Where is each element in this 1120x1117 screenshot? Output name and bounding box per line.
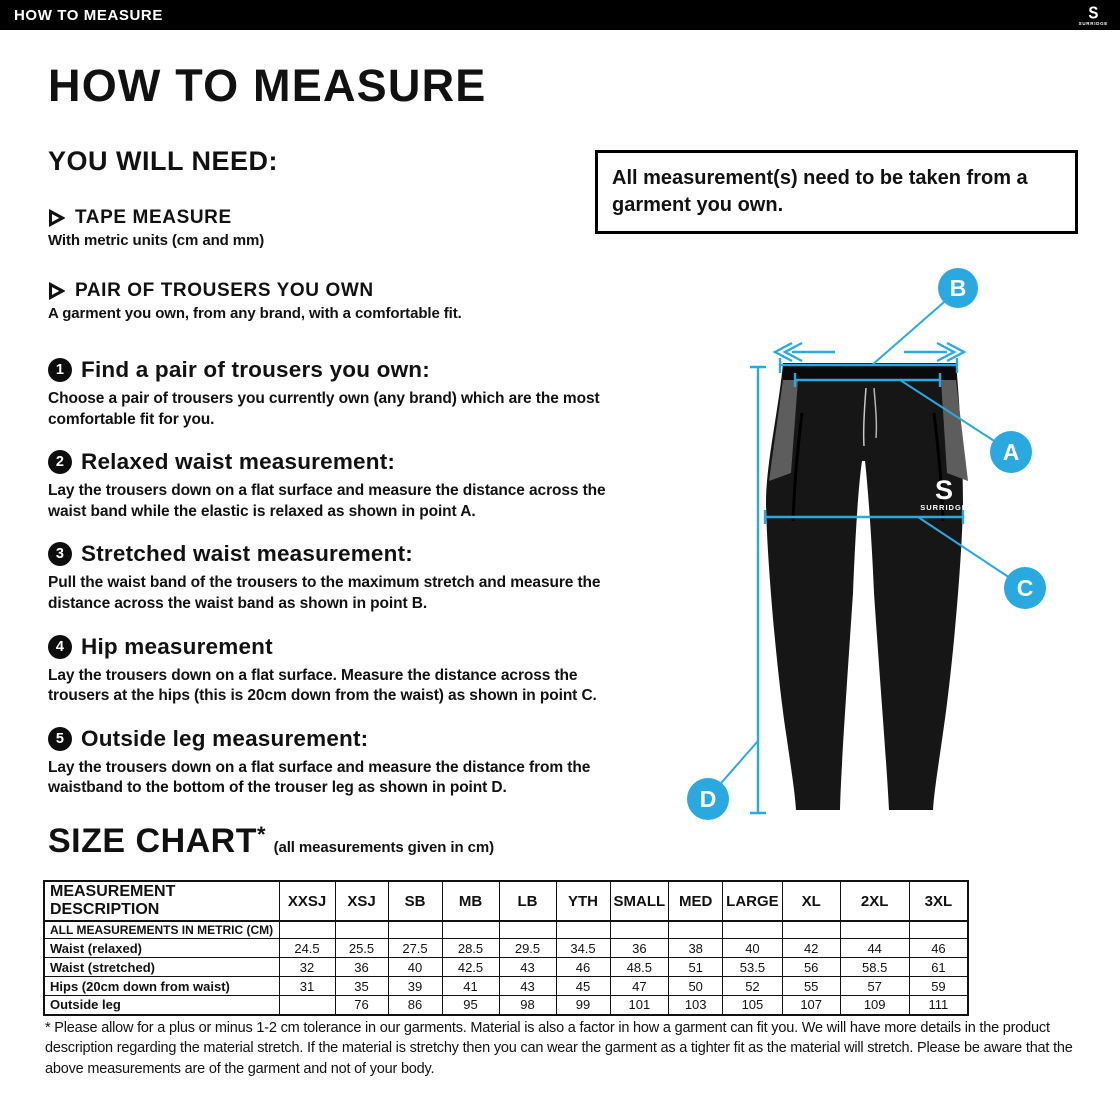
value-cell: 59	[909, 977, 968, 996]
need-item-description: A garment you own, from any brand, with a comfortable fit.	[48, 305, 462, 322]
value-cell: 76	[335, 996, 388, 1015]
need-item-title: TAPE MEASURE	[75, 207, 232, 228]
step-description: Lay the trousers down on a flat surface and measure the distance from the waistband to the bottom of the trouser leg as shown in point D.	[48, 758, 591, 797]
empty-cell	[556, 921, 610, 939]
col-header-size: SB	[388, 881, 442, 921]
value-cell: 40	[723, 939, 783, 958]
value-cell	[279, 996, 335, 1015]
empty-cell	[723, 921, 783, 939]
triangle-bullet-icon	[48, 209, 65, 227]
leader-line-b	[872, 296, 951, 365]
value-cell: 31	[279, 977, 335, 996]
empty-cell	[610, 921, 669, 939]
size-chart-row	[44, 977, 968, 996]
value-cell: 29.5	[499, 939, 556, 958]
page-title: HOW TO MEASURE	[48, 60, 487, 111]
value-cell: 50	[669, 977, 723, 996]
step-2	[48, 449, 648, 522]
marker-c-label: C	[1016, 575, 1034, 601]
step-title: Outside leg measurement:	[81, 725, 369, 751]
value-cell: 27.5	[388, 939, 442, 958]
col-header-size: XSJ	[335, 881, 388, 921]
stretch-arrow-left	[775, 343, 835, 361]
size-chart-heading	[48, 822, 494, 861]
value-cell: 45	[556, 977, 610, 996]
row-label-cell: Outside leg	[44, 996, 279, 1015]
value-cell: 43	[499, 977, 556, 996]
trousers-graphic	[766, 363, 963, 810]
marker-d-label: D	[699, 786, 717, 812]
step-title: Hip measurement	[81, 633, 273, 659]
value-cell: 58.5	[840, 958, 909, 977]
metric-note-row	[44, 921, 968, 939]
empty-cell	[782, 921, 840, 939]
surridge-logo-name: SURRIDGE	[1078, 20, 1108, 26]
size-chart-title: SIZE CHART	[48, 822, 257, 860]
empty-cell	[499, 921, 556, 939]
size-chart-table	[43, 880, 969, 1016]
empty-cell	[909, 921, 968, 939]
col-header-size: 2XL	[840, 881, 909, 921]
value-cell: 25.5	[335, 939, 388, 958]
value-cell: 43	[499, 958, 556, 977]
surridge-logo-icon: S	[1088, 3, 1099, 24]
value-cell: 61	[909, 958, 968, 977]
empty-cell	[335, 921, 388, 939]
step-title: Find a pair of trousers you own:	[81, 357, 430, 382]
empty-cell	[279, 921, 335, 939]
value-cell: 46	[556, 958, 610, 977]
value-cell: 46	[909, 939, 968, 958]
col-header-size: 3XL	[909, 881, 968, 921]
size-chart-row	[44, 958, 968, 977]
marker-b-label: B	[949, 275, 967, 301]
value-cell: 103	[669, 996, 723, 1015]
step-description: Lay the trousers down on a flat surface. Measure the distance across the trousers at the hips (this is 20cm down from the waist) as shown in point C.	[48, 666, 597, 705]
empty-cell	[442, 921, 499, 939]
empty-cell	[669, 921, 723, 939]
size-chart-row	[44, 939, 968, 958]
value-cell: 107	[782, 996, 840, 1015]
step-number-badge: 4	[48, 635, 72, 659]
value-cell: 42	[782, 939, 840, 958]
step-number-badge: 5	[48, 727, 72, 751]
value-cell: 42.5	[442, 958, 499, 977]
value-cell: 35	[335, 977, 388, 996]
value-cell: 101	[610, 996, 669, 1015]
size-chart-row	[44, 996, 968, 1015]
need-item-trousers	[48, 280, 608, 322]
marker-a-label: A	[1002, 439, 1020, 465]
step-5	[48, 726, 648, 799]
step-description: Lay the trousers down on a flat surface and measure the distance across the waist band while the elastic is relaxed as shown in point A.	[48, 482, 606, 520]
step-4	[48, 634, 648, 707]
step-1	[48, 357, 648, 430]
value-cell: 57	[840, 977, 909, 996]
col-header-size: SMALL	[610, 881, 669, 921]
value-cell: 24.5	[279, 939, 335, 958]
value-cell: 98	[499, 996, 556, 1015]
value-cell: 36	[610, 939, 669, 958]
you-will-need-heading: YOU WILL NEED:	[48, 146, 279, 176]
leader-line-d	[715, 741, 758, 790]
size-chart-subheading: (all measurements given in cm)	[273, 839, 494, 856]
metric-note-cell: ALL MEASUREMENTS IN METRIC (CM)	[44, 921, 279, 939]
triangle-bullet-icon	[48, 282, 65, 300]
garment-logo-text: SURRIDGE	[920, 503, 968, 512]
garment-logo-icon: S	[934, 475, 954, 505]
size-chart-asterisk: *	[257, 822, 266, 847]
step-3	[48, 541, 648, 614]
need-item-title: PAIR OF TROUSERS YOU OWN	[75, 280, 374, 301]
need-item-tape-measure	[48, 207, 608, 249]
col-header-size: LB	[499, 881, 556, 921]
value-cell: 34.5	[556, 939, 610, 958]
col-header-size: MED	[669, 881, 723, 921]
value-cell: 95	[442, 996, 499, 1015]
measurement-note-box: All measurement(s) need to be taken from a garment you own.	[595, 150, 1078, 234]
size-chart-header-row	[44, 881, 968, 921]
value-cell: 28.5	[442, 939, 499, 958]
step-number-badge: 1	[48, 358, 72, 382]
value-cell: 47	[610, 977, 669, 996]
value-cell: 86	[388, 996, 442, 1015]
value-cell: 44	[840, 939, 909, 958]
step-number-badge: 2	[48, 450, 72, 474]
steps-list	[48, 357, 648, 818]
empty-cell	[388, 921, 442, 939]
value-cell: 48.5	[610, 958, 669, 977]
value-cell: 36	[335, 958, 388, 977]
value-cell: 53.5	[723, 958, 783, 977]
step-title: Stretched waist measurement:	[81, 541, 413, 567]
step-title: Relaxed waist measurement:	[81, 449, 396, 475]
value-cell: 105	[723, 996, 783, 1015]
value-cell: 55	[782, 977, 840, 996]
col-header-size: YTH	[556, 881, 610, 921]
trousers-measurement-diagram	[680, 263, 1090, 835]
value-cell: 99	[556, 996, 610, 1015]
value-cell: 32	[279, 958, 335, 977]
row-label-cell: Hips (20cm down from waist)	[44, 977, 279, 996]
value-cell: 38	[669, 939, 723, 958]
step-description: Pull the waist band of the trousers to the maximum stretch and measure the distance across the waist band as shown in point B.	[48, 574, 601, 613]
value-cell: 41	[442, 977, 499, 996]
empty-cell	[840, 921, 909, 939]
value-cell: 40	[388, 958, 442, 977]
top-bar-title: HOW TO MEASURE	[14, 6, 163, 24]
step-number-badge: 3	[48, 542, 72, 566]
footnote: * Please allow for a plus or minus 1-2 cm tolerance in our garments. Material is also a factor in how a garment can fit you. We will have more details in the product description regarding the material stretch. If the material is stretchy then you can wear the garment as a tighter fit as the material will stretch. Please be aware that the above measurements are of the garment and not of your body.	[45, 1020, 1073, 1077]
value-cell: 56	[782, 958, 840, 977]
value-cell: 51	[669, 958, 723, 977]
col-header-measurement-description: MEASUREMENT DESCRIPTION	[44, 881, 279, 921]
need-item-description: With metric units (cm and mm)	[48, 232, 265, 249]
col-header-size: XXSJ	[279, 881, 335, 921]
value-cell: 39	[388, 977, 442, 996]
top-bar	[0, 0, 1120, 30]
col-header-size: XL	[782, 881, 840, 921]
step-description: Choose a pair of trousers you currently own (any brand) which are the most comfortable fit for you.	[48, 390, 600, 428]
row-label-cell: Waist (stretched)	[44, 958, 279, 977]
col-header-size: MB	[442, 881, 499, 921]
value-cell: 109	[840, 996, 909, 1015]
value-cell: 52	[723, 977, 783, 996]
row-label-cell: Waist (relaxed)	[44, 939, 279, 958]
col-header-size: LARGE	[723, 881, 783, 921]
surridge-logo	[1079, 4, 1108, 27]
value-cell: 111	[909, 996, 968, 1015]
stretch-arrow-right	[904, 343, 964, 361]
